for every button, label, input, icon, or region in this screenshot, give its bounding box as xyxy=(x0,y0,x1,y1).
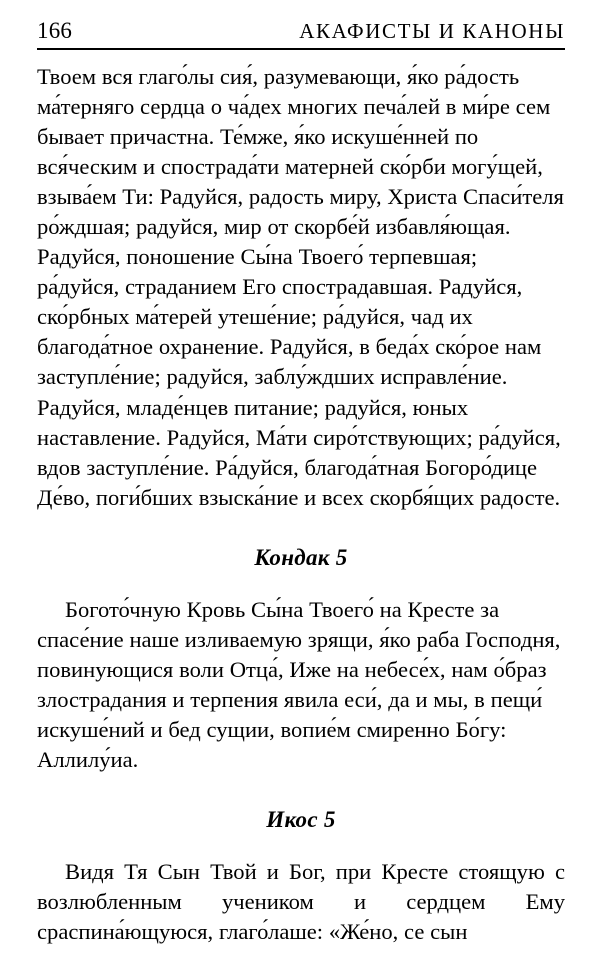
paragraph-ikos-5: Видя Тя Сын Твой и Бог, при Кресте стоящую с возлюбленным учеником и сердцем Ему сраспина́ющуюся, глаго́лаше: «Же́но, се сын xyxy=(37,858,565,945)
heading-ikos-5: Икос 5 xyxy=(266,806,336,832)
header-divider-rule xyxy=(37,48,565,50)
spacer-before-ikos-heading xyxy=(37,775,565,805)
body-text-column xyxy=(37,62,565,947)
spacer-before-kondak-heading xyxy=(37,513,565,543)
heading-kondak-5: Кондак 5 xyxy=(254,544,348,570)
spacer-after-ikos-heading xyxy=(37,835,565,857)
page-number: 166 xyxy=(37,18,73,43)
paragraph-kondak-5: Богото́чную Кровь Сы́на Твоего́ на Кресте за спасе́ние наше изливаемую зрящи, я́ко раба Господня, повинующися воли Отца́, Иже на небесе́х, нам о́браз злострадания и терпения явила еси́, да и мы, в пещи́ искуше́ний и бед сущии, вопие́м смиренно Бо́гу: Аллилу́иа. xyxy=(37,596,561,772)
running-header-title: АКАФИСТЫ И КАНОНЫ xyxy=(299,19,565,43)
paragraph-ikos-4-continuation: Твоем вся глаго́лы сия́, разумевающи, я́ко ра́дость ма́терняго сердца о ча́дех многих печа́лей в ми́ре сем бывает причастна. Те́мже, я́ко искуше́нней по вся́ческим и спострада́ти матерней ско́рби могу́щей, взыва́ем Ти: Радуйся, радость миру, Христа Спаси́теля ро́ждшая; радуйся, мир от скорбе́й избавля́ющая. Радуйся, поношение Сы́на Твоего́ терпевшая; ра́дуйся, страданием Его спострадавшая. Радуйся, ско́рбных ма́терей утеше́ние; ра́дуйся, чад их благода́тное охранение. Радуйся, в беда́х ско́рое нам заступле́ние; радуйся, заблу́ждших исправле́ние. Радуйся, младе́нцев питание; радуйся, юных наставление. Радуйся, Ма́ти сиро́тствующих; ра́дуйся, вдов заступле́ние. Ра́дуйся, благода́тная Богоро́дице Де́во, поги́бших взыска́ние и всех скорбя́щих радосте. xyxy=(37,64,564,510)
spacer-after-kondak-heading xyxy=(37,573,565,595)
running-header xyxy=(37,18,565,48)
